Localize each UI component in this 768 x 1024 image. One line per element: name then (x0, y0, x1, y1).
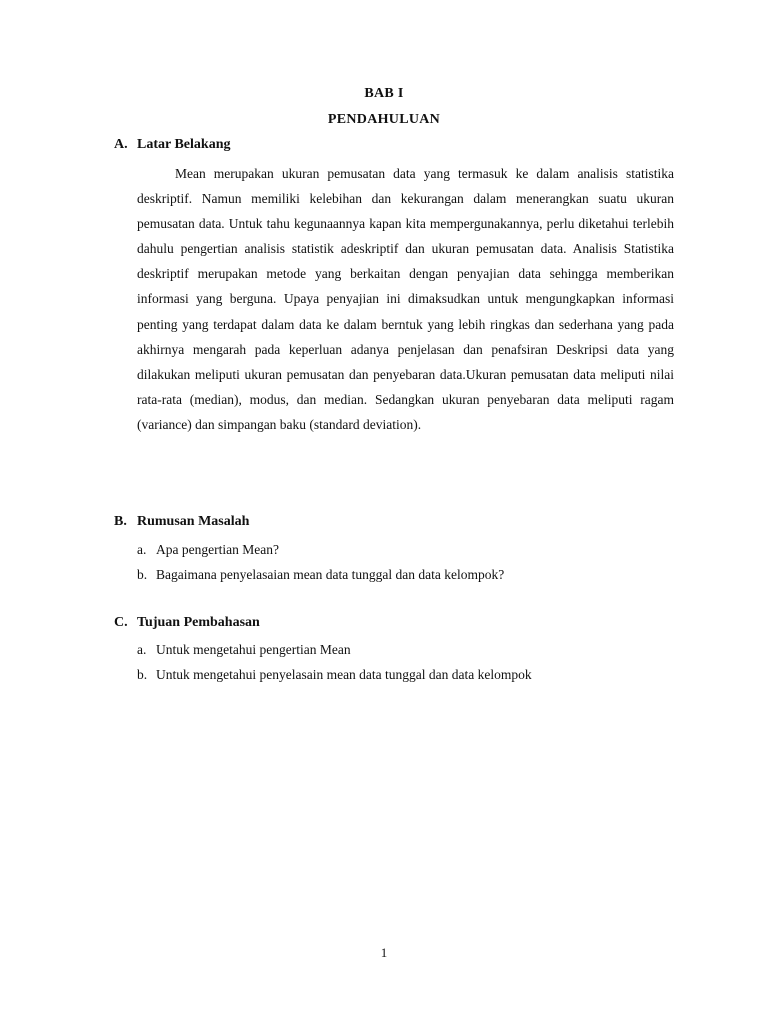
list-item-text: Bagaimana penyelasaian mean data tunggal dan data kelompok? (156, 567, 505, 582)
section-b-heading (114, 514, 249, 530)
chapter-label: BAB I (364, 86, 404, 101)
section-a-paragraph: Mean merupakan ukuran pemusatan data yang termasuk ke dalam analisis statistika deskriptif. Namun memiliki kelebihan dan kekurangan dalam menerangkan suatu ukuran pemusatan data. Untuk tahu kegunaannya kapan kita mempergunakannya, perlu diketahui terlebih dahulu pengertian analisis statistik adeskriptif dan ukuran pemusatan data. Analisis Statistika deskriptif merupakan metode yang berkaitan dengan penyajian data sehingga memberikan informasi yang berguna. Upaya penyajian ini dimaksudkan untuk mengungkapkan informasi penting yang terdapat dalam data ke dalam berntuk yang lebih ringkas dan sederhana yang pada akhirnya mengarah pada keperluan adanya penjelasan dan penafsiran Deskripsi data yang dilakukan meliputi ukuran pemusatan dan penyebaran data.Ukuran pemusatan data meliputi nilai rata-rata (median), modus, dan median. Sedangkan ukuran penyebaran data meliputi ragam (variance) dan simpangan baku (standard deviation). (137, 166, 674, 432)
section-b-title: Rumusan Masalah (137, 514, 250, 529)
list-item-marker: b. (137, 667, 148, 682)
list-item (137, 537, 504, 562)
section-a-title: Latar Belakang (137, 137, 231, 152)
list-item (137, 637, 532, 662)
section-c-heading (114, 615, 260, 631)
list-item (137, 662, 532, 687)
list-item-text: Apa pengertian Mean? (156, 542, 279, 557)
chapter-title: PENDAHULUAN (327, 112, 441, 127)
list-item-text: Untuk mengetahui pengertian Mean (156, 642, 351, 657)
list-item-marker: a. (137, 642, 147, 657)
page-number: 1 (380, 945, 388, 960)
section-b-letter: B. (114, 514, 127, 529)
section-a-heading (114, 137, 230, 153)
list-item-marker: b. (137, 567, 148, 582)
list-item (137, 562, 504, 587)
list-item-text: Untuk mengetahui penyelasain mean data tunggal dan data kelompok (156, 667, 532, 682)
section-b-list (137, 537, 504, 587)
section-c-title: Tujuan Pembahasan (137, 615, 260, 630)
section-c-letter: C. (114, 615, 128, 630)
section-c-list (137, 637, 532, 687)
list-item-marker: a. (137, 542, 147, 557)
section-a-letter: A. (114, 137, 128, 152)
